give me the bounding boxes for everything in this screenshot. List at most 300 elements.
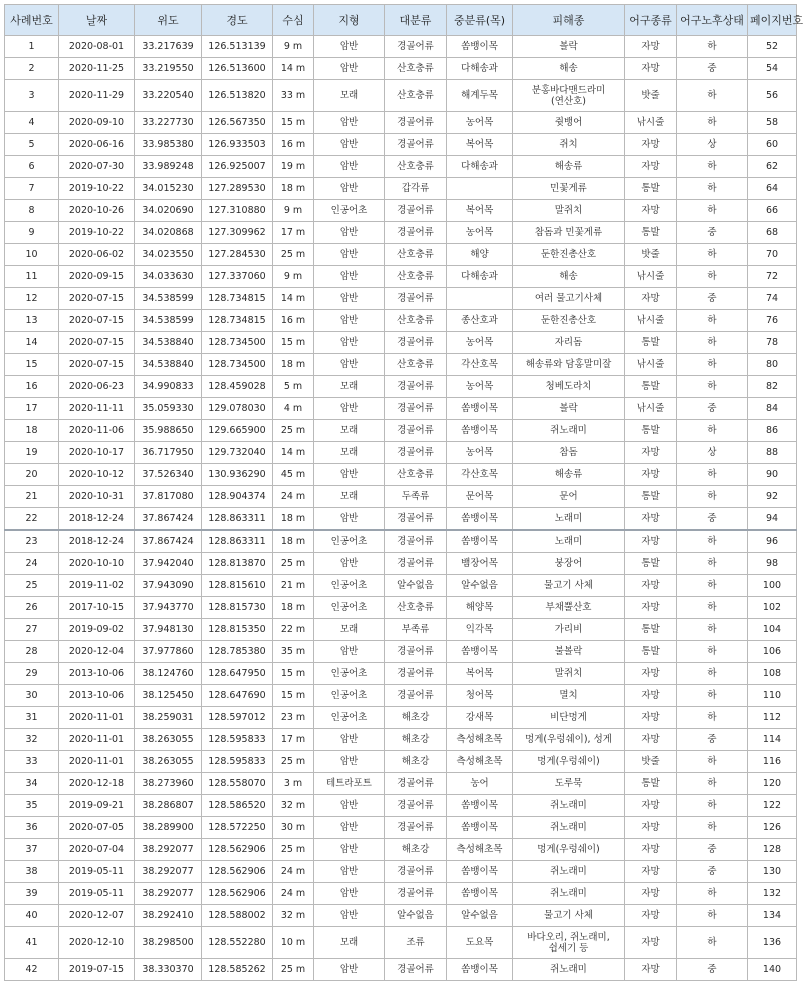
cell-case-number: 41 [5,927,59,959]
cell-damaged-species: 분홍바다맨드라미 (연산호) [513,80,625,112]
cell-gear-type: 자망 [625,200,677,222]
cell-page-number: 114 [748,729,797,751]
header-date: 날짜 [59,5,135,36]
table-row [5,927,797,959]
cell-date: 2020-10-31 [59,486,135,508]
cell-date: 2019-07-15 [59,959,135,981]
cell-gear-type: 통발 [625,553,677,575]
cell-case-number: 32 [5,729,59,751]
cell-damaged-species: 쥐치 [513,134,625,156]
cell-terrain: 암반 [314,751,385,773]
cell-gear-type: 자망 [625,729,677,751]
table-row [5,795,797,817]
cell-terrain: 암반 [314,729,385,751]
header-gear-condition: 어구노후상태 [677,5,748,36]
table-row [5,619,797,641]
cell-date: 2020-07-15 [59,354,135,376]
cell-mid-class: 알수없음 [447,575,513,597]
cell-major-class: 알수없음 [385,905,447,927]
cell-case-number: 4 [5,112,59,134]
cell-major-class: 해초강 [385,839,447,861]
table-header [5,5,803,36]
cell-major-class: 두족류 [385,486,447,508]
cell-gear-condition: 중 [677,839,748,861]
table-row [5,36,797,58]
cell-mid-class: 농어목 [447,112,513,134]
cell-date: 2020-11-01 [59,729,135,751]
cell-case-number: 15 [5,354,59,376]
cell-terrain: 암반 [314,156,385,178]
cell-page-number: 130 [748,861,797,883]
cell-case-number: 7 [5,178,59,200]
table-row [5,288,797,310]
cell-case-number: 38 [5,861,59,883]
cell-longitude: 126.513139 [202,36,273,58]
cell-terrain: 인공어초 [314,530,385,553]
cell-case-number: 36 [5,817,59,839]
cell-latitude: 33.227730 [135,112,202,134]
cell-terrain: 암반 [314,959,385,981]
cell-terrain: 암반 [314,905,385,927]
cell-longitude: 128.734500 [202,332,273,354]
cell-mid-class: 쏨뱅이목 [447,817,513,839]
cell-longitude: 128.552280 [202,927,273,959]
cell-longitude: 128.863311 [202,508,273,531]
cell-case-number: 5 [5,134,59,156]
cell-terrain: 암반 [314,398,385,420]
cell-damaged-species: 말쥐치 [513,663,625,685]
cell-terrain: 암반 [314,134,385,156]
cell-page-number: 92 [748,486,797,508]
cell-case-number: 31 [5,707,59,729]
cell-page-number: 128 [748,839,797,861]
cell-terrain: 암반 [314,332,385,354]
table-row [5,354,797,376]
table-row [5,58,797,80]
cell-longitude: 128.586520 [202,795,273,817]
cell-page-number: 140 [748,959,797,981]
cell-damaged-species: 볼락 [513,398,625,420]
table-row [5,266,797,288]
cell-page-number: 112 [748,707,797,729]
cell-gear-type: 자망 [625,442,677,464]
cell-terrain: 인공어초 [314,200,385,222]
cell-page-number: 70 [748,244,797,266]
cell-damaged-species: 말쥐치 [513,200,625,222]
cell-damaged-species: 멍게(우렁쉐이), 성게 [513,729,625,751]
cell-mid-class: 해계두목 [447,80,513,112]
cell-major-class: 경골어류 [385,112,447,134]
cell-damaged-species: 해송류와 담홍말미잘 [513,354,625,376]
cell-terrain: 암반 [314,795,385,817]
cell-longitude: 128.815610 [202,575,273,597]
cell-gear-type: 통발 [625,641,677,663]
cell-case-number: 8 [5,200,59,222]
cell-major-class: 경골어류 [385,553,447,575]
table-row [5,80,797,112]
cell-date: 2019-09-21 [59,795,135,817]
cell-case-number: 11 [5,266,59,288]
cell-latitude: 37.943090 [135,575,202,597]
cell-gear-type: 자망 [625,663,677,685]
cell-date: 2020-11-11 [59,398,135,420]
cell-page-number: 132 [748,883,797,905]
cell-date: 2017-10-15 [59,597,135,619]
cell-gear-condition: 하 [677,310,748,332]
cell-depth: 24 m [273,486,314,508]
cell-page-number: 82 [748,376,797,398]
cell-terrain: 암반 [314,641,385,663]
cell-case-number: 10 [5,244,59,266]
cell-depth: 22 m [273,619,314,641]
cell-page-number: 98 [748,553,797,575]
cell-mid-class [447,178,513,200]
cell-gear-condition: 하 [677,376,748,398]
cell-date: 2013-10-06 [59,663,135,685]
cell-longitude: 129.665900 [202,420,273,442]
cell-damaged-species: 물고기 사체 [513,575,625,597]
cell-major-class: 해초강 [385,729,447,751]
cell-longitude: 128.562906 [202,861,273,883]
cell-mid-class: 농어목 [447,442,513,464]
table-row [5,530,797,553]
cell-longitude: 126.513820 [202,80,273,112]
cell-depth: 3 m [273,773,314,795]
cell-longitude: 128.595833 [202,729,273,751]
cell-date: 2020-12-10 [59,927,135,959]
cell-latitude: 33.989248 [135,156,202,178]
cell-case-number: 19 [5,442,59,464]
cell-major-class: 경골어류 [385,959,447,981]
cell-date: 2020-09-10 [59,112,135,134]
cell-depth: 25 m [273,553,314,575]
cell-depth: 16 m [273,134,314,156]
cell-mid-class: 쏨뱅이목 [447,883,513,905]
table-body [5,36,797,981]
cell-case-number: 12 [5,288,59,310]
cell-gear-type: 자망 [625,597,677,619]
cell-damaged-species: 멍게(우렁쉐이) [513,751,625,773]
table-row [5,553,797,575]
cell-longitude: 128.813870 [202,553,273,575]
cell-page-number: 84 [748,398,797,420]
cell-latitude: 34.023550 [135,244,202,266]
cell-gear-type: 낚시줄 [625,354,677,376]
cell-page-number: 136 [748,927,797,959]
cell-longitude: 127.309962 [202,222,273,244]
cell-case-number: 33 [5,751,59,773]
cell-date: 2020-11-01 [59,707,135,729]
cell-depth: 9 m [273,200,314,222]
cell-major-class: 경골어류 [385,420,447,442]
cell-date: 2020-10-12 [59,464,135,486]
cell-gear-type: 자망 [625,959,677,981]
cell-mid-class: 농어목 [447,332,513,354]
cell-case-number: 17 [5,398,59,420]
cell-gear-condition: 상 [677,442,748,464]
cell-date: 2019-10-22 [59,178,135,200]
cell-latitude: 38.292077 [135,883,202,905]
cell-page-number: 62 [748,156,797,178]
table-row [5,134,797,156]
cell-date: 2020-08-01 [59,36,135,58]
cell-case-number: 29 [5,663,59,685]
cell-terrain: 모래 [314,619,385,641]
cell-mid-class: 쏨뱅이목 [447,861,513,883]
cell-gear-type: 밧줄 [625,80,677,112]
cell-page-number: 54 [748,58,797,80]
header-terrain: 지형 [314,5,385,36]
cell-date: 2020-10-10 [59,553,135,575]
cell-terrain: 인공어초 [314,575,385,597]
cell-page-number: 134 [748,905,797,927]
cell-major-class: 산호충류 [385,464,447,486]
table-row [5,332,797,354]
cell-depth: 14 m [273,288,314,310]
cell-date: 2020-07-05 [59,817,135,839]
cell-depth: 18 m [273,508,314,531]
cell-damaged-species: 쥐노래미 [513,861,625,883]
cell-gear-condition: 하 [677,486,748,508]
cell-gear-condition: 중 [677,729,748,751]
cell-depth: 21 m [273,575,314,597]
cell-case-number: 18 [5,420,59,442]
cell-page-number: 122 [748,795,797,817]
cell-gear-type: 통발 [625,376,677,398]
cell-depth: 15 m [273,112,314,134]
cell-date: 2019-05-11 [59,883,135,905]
table-row [5,178,797,200]
cell-date: 2020-12-07 [59,905,135,927]
cell-page-number: 60 [748,134,797,156]
cell-terrain: 암반 [314,861,385,883]
cell-case-number: 42 [5,959,59,981]
cell-longitude: 130.936290 [202,464,273,486]
cell-latitude: 37.867424 [135,508,202,531]
cell-depth: 4 m [273,398,314,420]
cell-gear-condition: 하 [677,420,748,442]
cell-page-number: 110 [748,685,797,707]
cell-gear-type: 자망 [625,927,677,959]
cell-longitude: 128.647950 [202,663,273,685]
cell-date: 2020-07-15 [59,310,135,332]
cell-gear-condition: 하 [677,156,748,178]
cell-longitude: 127.310880 [202,200,273,222]
cell-mid-class: 측성해초목 [447,729,513,751]
cell-date: 2020-09-15 [59,266,135,288]
cell-depth: 23 m [273,707,314,729]
cell-page-number: 76 [748,310,797,332]
table-row [5,839,797,861]
cell-case-number: 26 [5,597,59,619]
cell-depth: 18 m [273,530,314,553]
cell-gear-type: 자망 [625,58,677,80]
cell-damaged-species: 붕장어 [513,553,625,575]
cell-case-number: 23 [5,530,59,553]
cell-longitude: 128.562906 [202,883,273,905]
cell-major-class: 경골어류 [385,883,447,905]
cell-gear-type: 통발 [625,486,677,508]
cell-latitude: 34.020690 [135,200,202,222]
cell-major-class: 조류 [385,927,447,959]
cell-latitude: 38.286807 [135,795,202,817]
cell-terrain: 암반 [314,508,385,531]
cell-longitude: 128.785380 [202,641,273,663]
cell-major-class: 경골어류 [385,817,447,839]
cell-gear-condition: 하 [677,751,748,773]
cell-page-number: 126 [748,817,797,839]
cell-case-number: 9 [5,222,59,244]
cell-gear-condition: 하 [677,685,748,707]
cell-terrain: 암반 [314,817,385,839]
cell-damaged-species: 볼락 [513,36,625,58]
cell-gear-condition: 하 [677,354,748,376]
cell-depth: 9 m [273,266,314,288]
cell-major-class: 산호충류 [385,354,447,376]
cell-depth: 32 m [273,795,314,817]
cell-major-class: 산호충류 [385,310,447,332]
cell-depth: 19 m [273,156,314,178]
cell-terrain: 모래 [314,486,385,508]
cell-depth: 18 m [273,597,314,619]
table-row [5,200,797,222]
cell-major-class: 경골어류 [385,442,447,464]
cell-depth: 17 m [273,222,314,244]
cell-damaged-species: 둔한진총산호 [513,310,625,332]
table-row [5,597,797,619]
cell-depth: 25 m [273,751,314,773]
cell-major-class: 해초강 [385,707,447,729]
cell-gear-type: 통발 [625,420,677,442]
cell-damaged-species: 자리돔 [513,332,625,354]
cell-gear-condition: 하 [677,36,748,58]
cell-gear-type: 밧줄 [625,751,677,773]
cell-case-number: 13 [5,310,59,332]
cell-gear-type: 자망 [625,530,677,553]
cell-date: 2020-07-15 [59,288,135,310]
cell-major-class: 경골어류 [385,861,447,883]
cell-page-number: 104 [748,619,797,641]
cell-depth: 14 m [273,58,314,80]
cell-mid-class: 청어목 [447,685,513,707]
cell-page-number: 72 [748,266,797,288]
cell-damaged-species: 쥐노래미 [513,817,625,839]
cell-major-class: 경골어류 [385,508,447,531]
cell-depth: 5 m [273,376,314,398]
table-row [5,751,797,773]
cell-gear-condition: 중 [677,508,748,531]
cell-gear-type: 자망 [625,707,677,729]
cell-gear-type: 자망 [625,795,677,817]
cell-longitude: 128.558070 [202,773,273,795]
cell-page-number: 88 [748,442,797,464]
cell-damaged-species: 청베도라치 [513,376,625,398]
cell-case-number: 40 [5,905,59,927]
cell-longitude: 128.597012 [202,707,273,729]
cell-case-number: 37 [5,839,59,861]
cell-major-class: 경골어류 [385,222,447,244]
cell-terrain: 암반 [314,36,385,58]
cell-mid-class [447,288,513,310]
cell-damaged-species: 쥐노래미 [513,883,625,905]
cell-major-class: 산호충류 [385,266,447,288]
cell-date: 2019-09-02 [59,619,135,641]
table-row [5,486,797,508]
cell-mid-class: 다해송과 [447,156,513,178]
cell-gear-type: 자망 [625,508,677,531]
table-row [5,112,797,134]
cell-gear-type: 자망 [625,288,677,310]
cell-date: 2020-07-04 [59,839,135,861]
cell-latitude: 34.020868 [135,222,202,244]
cell-latitude: 37.977860 [135,641,202,663]
table-row [5,707,797,729]
cell-page-number: 66 [748,200,797,222]
cell-gear-type: 낚시줄 [625,398,677,420]
cell-major-class: 경골어류 [385,398,447,420]
table-row [5,729,797,751]
cell-date: 2020-10-17 [59,442,135,464]
cell-major-class: 알수없음 [385,575,447,597]
cell-latitude: 38.292077 [135,839,202,861]
cell-case-number: 16 [5,376,59,398]
cell-case-number: 1 [5,36,59,58]
cell-gear-condition: 중 [677,959,748,981]
cell-case-number: 6 [5,156,59,178]
cell-longitude: 128.734815 [202,310,273,332]
table-row [5,508,797,531]
cell-gear-condition: 하 [677,575,748,597]
cell-longitude: 126.925007 [202,156,273,178]
cell-latitude: 34.015230 [135,178,202,200]
cell-longitude: 128.595833 [202,751,273,773]
cell-terrain: 인공어초 [314,597,385,619]
cell-date: 2020-06-02 [59,244,135,266]
cell-terrain: 테트라포트 [314,773,385,795]
table-row [5,575,797,597]
cell-date: 2019-10-22 [59,222,135,244]
cell-latitude: 37.817080 [135,486,202,508]
cell-depth: 32 m [273,905,314,927]
cell-latitude: 38.263055 [135,729,202,751]
cell-terrain: 암반 [314,553,385,575]
cell-damaged-species: 쥐노래미 [513,795,625,817]
cell-case-number: 28 [5,641,59,663]
cell-gear-condition: 하 [677,332,748,354]
cell-gear-type: 통발 [625,332,677,354]
cell-terrain: 암반 [314,222,385,244]
cell-terrain: 암반 [314,112,385,134]
header-longitude: 경도 [202,5,273,36]
cell-major-class: 경골어류 [385,36,447,58]
cell-major-class: 경골어류 [385,288,447,310]
cell-longitude: 128.562906 [202,839,273,861]
cell-longitude: 127.284530 [202,244,273,266]
cell-gear-condition: 중 [677,58,748,80]
cell-mid-class: 문어목 [447,486,513,508]
cell-damaged-species: 가리비 [513,619,625,641]
cell-page-number: 116 [748,751,797,773]
table-row [5,442,797,464]
cell-gear-type: 자망 [625,575,677,597]
cell-longitude: 128.863311 [202,530,273,553]
cell-case-number: 24 [5,553,59,575]
cell-gear-condition: 하 [677,597,748,619]
cell-damaged-species: 해송류 [513,464,625,486]
cell-longitude: 126.933503 [202,134,273,156]
cell-major-class: 경골어류 [385,200,447,222]
cell-latitude: 33.219550 [135,58,202,80]
